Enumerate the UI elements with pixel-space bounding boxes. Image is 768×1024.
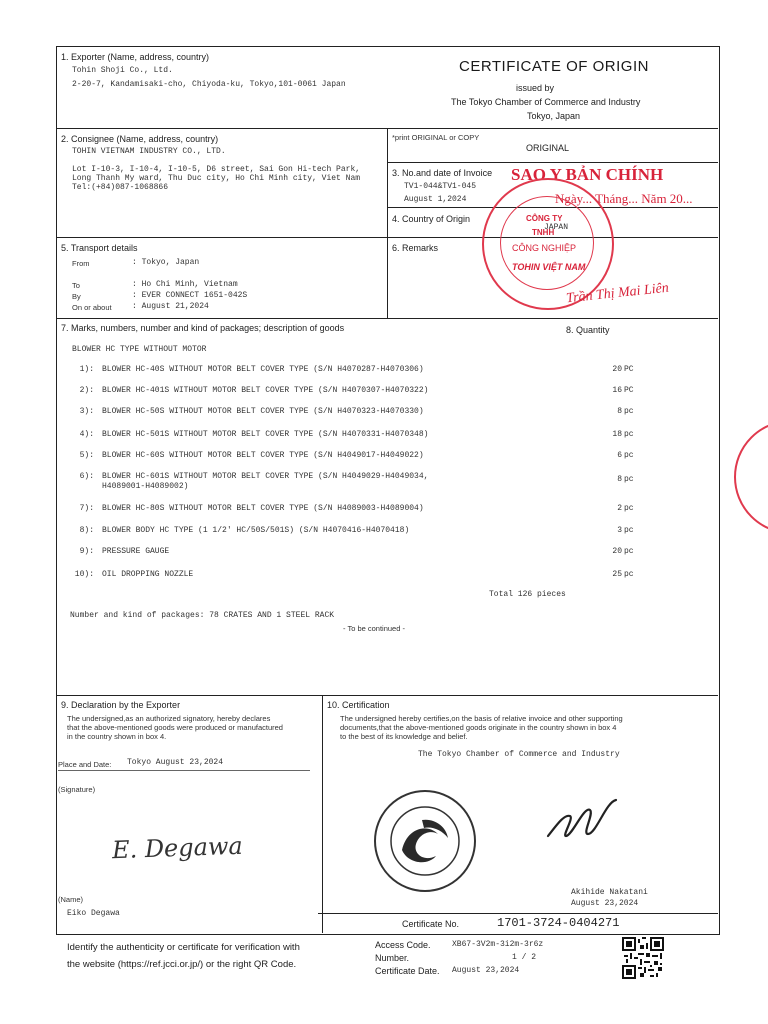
place-date-label: Place and Date: (58, 760, 112, 769)
company-seal-line-2: TNHH (532, 228, 555, 237)
item-unit: pc (624, 526, 634, 535)
certificate-date: August 23,2024 (452, 966, 520, 975)
item-unit: PC (624, 365, 634, 374)
item-unit: pc (624, 430, 634, 439)
item-quantity: 8 (617, 407, 622, 416)
transport-date-key: On or about (72, 303, 112, 312)
item-number: 10): (74, 570, 94, 579)
declaration-text-2: that the above-mentioned goods were produced or manufactured (67, 723, 283, 732)
print-original-value: ORIGINAL (526, 143, 570, 153)
certification-text-3: to the best of its knowledge and belief. (340, 732, 468, 741)
goods-item (70, 504, 640, 518)
declaration-label: 9. Declaration by the Exporter (61, 700, 181, 710)
exporter-signature: E. Degawa (111, 831, 244, 865)
item-unit: pc (624, 407, 634, 416)
consignee-label: 2. Consignee (Name, address, country) (61, 134, 219, 144)
goods-item (70, 386, 640, 400)
signature-label: (Signature) (58, 785, 96, 794)
consignee-address-2: Long Thanh My ward, Thu Duc city, Ho Chi Minh city, Viet Nam (72, 174, 361, 183)
copy-stamp-signature: Trần Thị Mai Liên (565, 280, 670, 307)
page-number: 1 / 2 (512, 953, 537, 962)
item-description: BLOWER HC-601S WITHOUT MOTOR BELT COVER TYPE (S/N H4049029-H4049034, (102, 472, 429, 481)
company-seal-line-3: CÔNG NGHIỆP (512, 243, 577, 253)
exporter-signatory-name: Eiko Degawa (67, 909, 120, 918)
country-of-origin-label: 4. Country of Origin (392, 214, 471, 224)
goods-label: 7. Marks, numbers, number and kind of packages; description of goods (61, 323, 345, 333)
goods-item (70, 526, 640, 540)
item-description: BLOWER HC-40S WITHOUT MOTOR BELT COVER TYPE (S/N H4070287-H4070306) (102, 365, 424, 374)
item-number: 9): (79, 547, 94, 556)
packages-summary: Number and kind of packages: 78 CRATES AND 1 STEEL RACK (70, 611, 335, 620)
item-description-continued: H4089001-H4089002) (102, 482, 189, 491)
item-unit: pc (624, 451, 634, 460)
to-be-continued: - To be continued - (343, 624, 405, 633)
issuer-location: Tokyo, Japan (527, 111, 581, 121)
name-label: (Name) (58, 895, 84, 904)
goods-item (70, 472, 640, 496)
item-unit: pc (624, 504, 634, 513)
certification-text-1: The undersigned hereby certifies,on the basis of relative invoice and other supporting (340, 714, 623, 723)
certificate-date-label: Certificate Date. (375, 966, 440, 976)
consignee-address-1: Lot I-10-3, I-10-4, I-10-5, D6 street, Sai Gon Hi-tech Park, (72, 165, 361, 174)
document-title: CERTIFICATE OF ORIGIN (459, 58, 649, 75)
chamber-seal (372, 788, 478, 894)
item-unit: pc (624, 570, 634, 579)
item-description: OIL DROPPING NOZZLE (102, 570, 194, 579)
item-description: BLOWER HC-60S WITHOUT MOTOR BELT COVER TYPE (S/N H4049017-H4049022) (102, 451, 424, 460)
goods-item (70, 570, 640, 584)
company-seal-line-1: CÔNG TY (526, 214, 563, 223)
quantity-label: 8. Quantity (566, 325, 610, 335)
item-unit: PC (624, 386, 634, 395)
item-quantity: 16 (612, 386, 622, 395)
item-description: BLOWER HC-501S WITHOUT MOTOR BELT COVER TYPE (S/N H4070331-H4070348) (102, 430, 429, 439)
invoice-label: 3. No.and date of Invoice (392, 168, 493, 178)
item-quantity: 8 (617, 475, 622, 484)
verification-text-2: the website (https://ref.jcci.or.jp/) or the right QR Code. (67, 959, 297, 970)
item-number: 4): (79, 430, 94, 439)
declaration-text-3: in the country shown in box 4. (67, 732, 167, 741)
goods-total: Total 126 pieces (489, 590, 566, 599)
item-number: 7): (79, 504, 94, 513)
certification-date: August 23,2024 (571, 899, 639, 908)
verification-text-1: Identify the authenticity or certificate for verification with (67, 942, 300, 953)
country-of-origin-value: JAPAN (544, 223, 569, 232)
goods-item (70, 451, 640, 465)
goods-item (70, 407, 640, 421)
goods-item (70, 430, 640, 444)
certification-text-2: documents,that the above-mentioned goods originate in the country shown in box 4 (340, 723, 617, 732)
consignee-tel: Tel:(+84)087-1068866 (72, 183, 169, 192)
verification-qr-code[interactable] (622, 937, 664, 979)
transport-to-value: : Ho Chi Minh, Vietnam (132, 280, 238, 289)
certificate-number: 1701-3724-0404271 (497, 916, 620, 930)
transport-to-key: To (72, 281, 80, 290)
item-quantity: 20 (612, 365, 622, 374)
exporter-label: 1. Exporter (Name, address, country) (61, 52, 210, 62)
item-number: 1): (79, 365, 94, 374)
invoice-date: August 1,2024 (404, 195, 467, 204)
access-code: XB67-3V2m-3i2m-3r6z (452, 940, 544, 949)
remarks-label: 6. Remarks (392, 243, 439, 253)
print-original-label: *print ORIGINAL or COPY (392, 133, 480, 142)
place-date-value: Tokyo August 23,2024 (127, 758, 224, 767)
goods-heading: BLOWER HC TYPE WITHOUT MOTOR (72, 345, 207, 354)
access-code-label: Access Code. (375, 940, 431, 950)
item-quantity: 25 (612, 570, 622, 579)
certifying-chamber: The Tokyo Chamber of Commerce and Industry (418, 750, 620, 759)
certification-label: 10. Certification (327, 700, 390, 710)
invoice-number: TV1-044&TV1-045 (404, 182, 477, 191)
transport-date-value: : August 21,2024 (132, 302, 209, 311)
certifier-name: Akihide Nakatani (571, 888, 648, 897)
copy-stamp-headline: SAO Y BẢN CHÍNH (511, 165, 664, 184)
item-quantity: 2 (617, 504, 622, 513)
item-description: BLOWER HC-50S WITHOUT MOTOR BELT COVER TYPE (S/N H4070323-H4070330) (102, 407, 424, 416)
item-unit: pc (624, 475, 634, 484)
item-quantity: 3 (617, 526, 622, 535)
declaration-text-1: The undersigned,as an authorized signatory, hereby declares (67, 714, 271, 723)
item-description: BLOWER BODY HC TYPE (1 1/2' HC/50S/501S) (S/N H4070416-H4070418) (102, 526, 410, 535)
item-quantity: 6 (617, 451, 622, 460)
item-quantity: 18 (612, 430, 622, 439)
company-seal-line-4: TOHIN VIỆT NAM (512, 262, 586, 272)
place-date-underline (58, 770, 310, 771)
issued-by: issued by (516, 83, 555, 93)
item-number: 2): (79, 386, 94, 395)
item-quantity: 20 (612, 547, 622, 556)
partial-seal-edge (734, 420, 768, 534)
transport-from-key: From (72, 259, 90, 268)
certifier-signature (544, 796, 624, 844)
certificate-number-label: Certificate No. (402, 919, 460, 929)
item-number: 3): (79, 407, 94, 416)
item-number: 5): (79, 451, 94, 460)
exporter-address: 2-20-7, Kandamisaki-cho, Chiyoda-ku, Tokyo,101-0061 Japan (72, 80, 346, 89)
goods-item (70, 547, 640, 561)
item-unit: pc (624, 547, 634, 556)
item-description: PRESSURE GAUGE (102, 547, 170, 556)
transport-by-value: : EVER CONNECT 1651-042S (132, 291, 248, 300)
transport-label: 5. Transport details (61, 243, 138, 253)
item-number: 8): (79, 526, 94, 535)
issuer-name: The Tokyo Chamber of Commerce and Industry (451, 97, 641, 107)
item-description: BLOWER HC-80S WITHOUT MOTOR BELT COVER TYPE (S/N H4089003-H4089004) (102, 504, 424, 513)
item-number: 6): (79, 472, 94, 481)
item-description: BLOWER HC-401S WITHOUT MOTOR BELT COVER TYPE (S/N H4070307-H4070322) (102, 386, 429, 395)
consignee-name: TOHIN VIETNAM INDUSTRY CO., LTD. (72, 147, 226, 156)
transport-by-key: By (72, 292, 81, 301)
page-number-label: Number. (375, 953, 410, 963)
copy-stamp-date-line: Ngày... Tháng... Năm 20... (555, 191, 693, 206)
goods-item (70, 365, 640, 379)
transport-from-value: : Tokyo, Japan (132, 258, 200, 267)
exporter-name: Tohin Shoji Co., Ltd. (72, 66, 173, 75)
